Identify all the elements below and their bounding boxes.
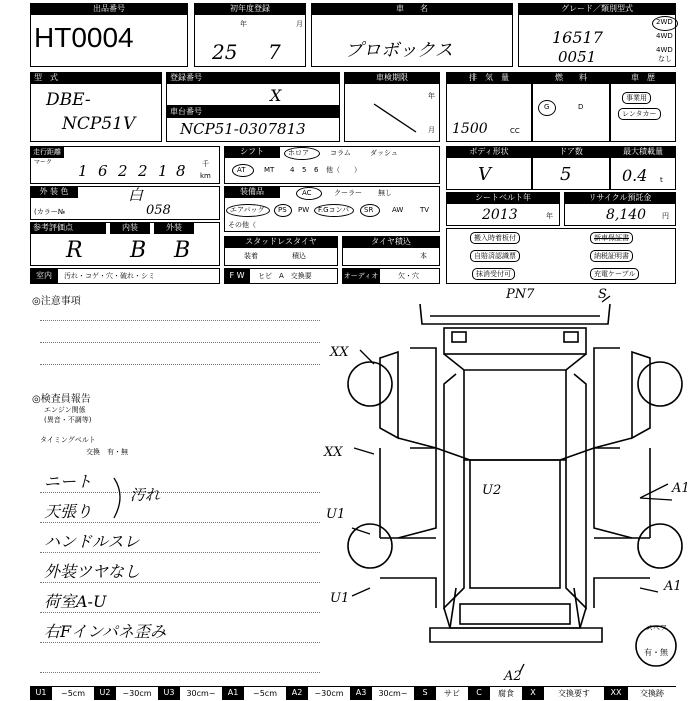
equipment-pw: PW bbox=[298, 206, 310, 214]
notes-line bbox=[40, 320, 320, 321]
inspector-engine: エンジン関係 bbox=[44, 406, 86, 414]
mileage-digit: 1 bbox=[78, 162, 88, 180]
tire-label: タイヤ積込 bbox=[342, 236, 440, 248]
body-type-value: V bbox=[478, 164, 491, 185]
history-label: 車 歴 bbox=[610, 72, 676, 84]
belt-unit: 年 bbox=[546, 212, 553, 220]
shift-mt: MT bbox=[264, 166, 275, 174]
legend-value: 腐食 bbox=[490, 686, 522, 700]
legend-value: 交換要す bbox=[544, 686, 604, 700]
remark-item: 天張り bbox=[44, 502, 93, 521]
inspector-title: ◎検査員報告 bbox=[32, 394, 91, 405]
inspection-strike bbox=[370, 100, 420, 136]
legend-key: U2 bbox=[94, 686, 116, 700]
legend-value: ~30cm bbox=[116, 686, 158, 700]
reg-no-label: 登録番号 bbox=[166, 72, 340, 84]
diagram-top-label-2: S bbox=[598, 287, 607, 302]
car-name-value: プロボックス bbox=[345, 40, 453, 61]
grades-exterior-label: 外装 bbox=[154, 222, 194, 234]
studless-opt2: 積込 bbox=[292, 252, 306, 260]
drive-none-1: 4WD bbox=[656, 46, 673, 54]
remark-item: 右Fインパネ歪み bbox=[44, 622, 166, 641]
shift-5: 5 bbox=[302, 166, 307, 174]
grades-overall: R bbox=[66, 238, 83, 263]
color-value: 白 bbox=[128, 186, 144, 204]
first-reg-month-label: 月 bbox=[296, 20, 303, 28]
chassis-label: 車台番号 bbox=[166, 106, 340, 118]
reg-no-value: X bbox=[270, 86, 282, 105]
shift-4: 4 bbox=[290, 166, 295, 174]
displacement-value: 1500 bbox=[452, 121, 488, 137]
equipment-ac: AC bbox=[302, 189, 312, 197]
model-label: 型 式 bbox=[30, 72, 162, 84]
fuel-d: D bbox=[578, 103, 584, 111]
equipment-cooler: クーラー bbox=[334, 189, 362, 197]
equipment-aw: AW bbox=[392, 206, 404, 214]
displacement-label: 排 気 量 bbox=[446, 72, 532, 84]
notes-line bbox=[40, 364, 320, 365]
legend-key: A1 bbox=[222, 686, 244, 700]
shift-column: コラム bbox=[330, 149, 351, 157]
drive-4wd: 4WD bbox=[656, 32, 673, 40]
shift-floor: ホロア bbox=[288, 149, 309, 157]
history-rental: レンタカー bbox=[618, 108, 661, 120]
remarks-line bbox=[40, 612, 320, 613]
history-business: 事業用 bbox=[622, 92, 651, 104]
diagram-right-2: A1 bbox=[664, 579, 682, 594]
spare-opts: 有・無 bbox=[644, 648, 668, 657]
notes-title: ◎注意事項 bbox=[32, 296, 81, 307]
shift-label: シフト bbox=[224, 146, 280, 158]
notes-line bbox=[40, 342, 320, 343]
fuel-label: 燃 料 bbox=[532, 72, 610, 84]
color-code: 058 bbox=[146, 203, 171, 218]
doors-value: 5 bbox=[560, 164, 572, 185]
mileage-unit-k: 千 bbox=[202, 160, 209, 168]
equipment-airbag: エアバッグ bbox=[230, 206, 265, 214]
remark-item: ハンドルスレ bbox=[44, 532, 140, 551]
doors-label: ドア数 bbox=[532, 146, 610, 158]
lot-label: 出品番号 bbox=[30, 3, 188, 15]
legend-value: ~5cm bbox=[52, 686, 94, 700]
chassis-value: NCP51-0307813 bbox=[180, 120, 306, 138]
studless-opt1: 装着 bbox=[244, 252, 258, 260]
remark-item: ニート bbox=[44, 472, 93, 491]
legend-key: S bbox=[414, 686, 436, 700]
first-reg-label: 初年度登録 bbox=[194, 3, 306, 15]
drive-2wd: 2WD bbox=[656, 18, 673, 26]
recycle-value: 8,140 bbox=[606, 207, 647, 223]
legend-value: サビ bbox=[436, 686, 468, 700]
grades-exterior: B bbox=[174, 238, 191, 263]
equipment-other: その他（ bbox=[228, 221, 256, 229]
fuel-g: G bbox=[544, 103, 550, 111]
doc-tax: 納税証明書 bbox=[590, 250, 633, 262]
interior-row-label: 室内 bbox=[30, 268, 58, 284]
equipment-tv: TV bbox=[420, 206, 430, 214]
equipment-none: 無し bbox=[378, 189, 392, 197]
inspector-exchange: 交換 有・無 bbox=[86, 448, 128, 456]
inspection-year-label: 年 bbox=[428, 92, 435, 100]
mileage-digit: 2 bbox=[138, 162, 148, 180]
shift-at: AT bbox=[237, 166, 246, 174]
legend-key: C bbox=[468, 686, 490, 700]
drive-none-2: なし bbox=[658, 55, 672, 63]
body-type-label: ボディ形状 bbox=[446, 146, 532, 158]
interior-row-text: 汚れ・コゲ・穴・破れ・シミ bbox=[64, 272, 155, 280]
recycle-unit: 円 bbox=[662, 212, 669, 220]
color-label: 外 装 色 bbox=[30, 186, 78, 198]
first-reg-month: 7 bbox=[268, 40, 281, 64]
legend-value: 30cm~ bbox=[372, 686, 414, 700]
diagram-left-4: U1 bbox=[330, 591, 350, 606]
capacity-unit: t bbox=[660, 176, 663, 184]
doc-massho: 抹消受付可 bbox=[472, 268, 515, 280]
diagram-center: U2 bbox=[482, 483, 502, 498]
diagram-left-2: XX bbox=[324, 445, 343, 460]
equipment-label: 装備品 bbox=[224, 186, 280, 198]
remarks-line bbox=[40, 522, 320, 523]
belt-value: 2013 bbox=[482, 207, 518, 223]
mileage-digit: 1 bbox=[158, 162, 168, 180]
displacement-unit: CC bbox=[510, 127, 520, 135]
color-code-label: (カラー№ bbox=[34, 208, 66, 216]
doc-cable: 充電ケーブル bbox=[590, 268, 639, 280]
equipment-fg: F.Gコンパ bbox=[318, 206, 350, 214]
grade-value-2: 0051 bbox=[558, 48, 597, 66]
legend-value: ~30cm bbox=[308, 686, 350, 700]
remark-side: 汚れ bbox=[130, 486, 161, 504]
audio-row-label: オーディオ bbox=[342, 268, 380, 284]
shift-other: 他（ ） bbox=[326, 166, 361, 174]
belt-label: シートベルト年 bbox=[446, 192, 560, 204]
remarks-line bbox=[40, 672, 320, 673]
audio-row-text: 欠・穴 bbox=[398, 272, 419, 280]
remarks-line bbox=[40, 492, 320, 493]
legend-key: A3 bbox=[350, 686, 372, 700]
recycle-label: リサイクル預託金 bbox=[564, 192, 676, 204]
model-line-2: NCP51V bbox=[62, 114, 136, 134]
grades-interior: B bbox=[130, 238, 147, 263]
inspector-timing: タイミングベルト bbox=[40, 436, 96, 444]
fw-row-label: F W bbox=[224, 268, 250, 284]
remarks-line bbox=[40, 582, 320, 583]
lot-number: HT0004 bbox=[34, 22, 134, 53]
mileage-sub: マーク bbox=[34, 159, 53, 166]
diagram-right-1: A1 bbox=[672, 481, 690, 496]
model-line-1: DBE- bbox=[46, 90, 91, 110]
remark-item: 荷室A-U bbox=[44, 592, 107, 611]
remark-item: 外装ツヤなし bbox=[44, 562, 141, 581]
remark-bracket bbox=[110, 476, 130, 520]
legend-value: ~5cm bbox=[244, 686, 286, 700]
remarks-line bbox=[40, 642, 320, 643]
grade-label: グレード／類別型式 bbox=[518, 3, 676, 15]
fw-row-text: ヒビ A 交換要 bbox=[258, 272, 312, 280]
legend-key: XX bbox=[604, 686, 628, 700]
shift-dash: ダッシュ bbox=[370, 149, 398, 157]
mileage-digit: 8 bbox=[176, 162, 186, 180]
doc-carry-in: 搬入時着板付 bbox=[470, 232, 520, 244]
diagram-left-1: XX bbox=[330, 345, 349, 360]
remarks-line bbox=[40, 552, 320, 553]
spare-label: スペア bbox=[646, 624, 667, 632]
mileage-digit: 6 bbox=[98, 162, 108, 180]
equipment-ps: PS bbox=[278, 206, 287, 214]
legend-key: A2 bbox=[286, 686, 308, 700]
first-reg-year-label: 年 bbox=[240, 20, 247, 28]
diagram-left-3: U1 bbox=[326, 507, 346, 522]
studless-label: スタッドレスタイヤ bbox=[224, 236, 338, 248]
tire-unit: 本 bbox=[420, 252, 427, 260]
grade-value-1: 16517 bbox=[552, 28, 603, 47]
doc-warranty: 新車保証書 bbox=[590, 232, 633, 244]
diagram-top-label: PN7 bbox=[506, 287, 535, 302]
shift-6: 6 bbox=[314, 166, 319, 174]
legend-key: U1 bbox=[30, 686, 52, 700]
doc-jibai: 自賠済認識票 bbox=[470, 250, 520, 262]
legend-key: X bbox=[522, 686, 544, 700]
legend-value: 30cm~ bbox=[180, 686, 222, 700]
legend-value: 交換跡 bbox=[628, 686, 676, 700]
car-name-label: 車 名 bbox=[311, 3, 513, 15]
capacity-value: 0.4 bbox=[622, 166, 648, 185]
grades-interior-label: 内装 bbox=[110, 222, 150, 234]
inspection-label: 車検期限 bbox=[344, 72, 440, 84]
equipment-sr: SR bbox=[364, 206, 374, 214]
inspector-engine-sub: (異音・不調等) bbox=[44, 416, 92, 424]
mileage-digit: 2 bbox=[118, 162, 128, 180]
grades-label: 参考評価点 bbox=[30, 222, 106, 234]
mileage-label: 走行距離 bbox=[30, 146, 64, 158]
diagram-bottom: A2 bbox=[504, 669, 522, 684]
inspection-month-label: 月 bbox=[428, 126, 435, 134]
mileage-unit-km: km bbox=[200, 172, 211, 180]
capacity-label: 最大積載量 bbox=[610, 146, 676, 158]
legend-key: U3 bbox=[158, 686, 180, 700]
first-reg-year: 25 bbox=[212, 40, 238, 64]
